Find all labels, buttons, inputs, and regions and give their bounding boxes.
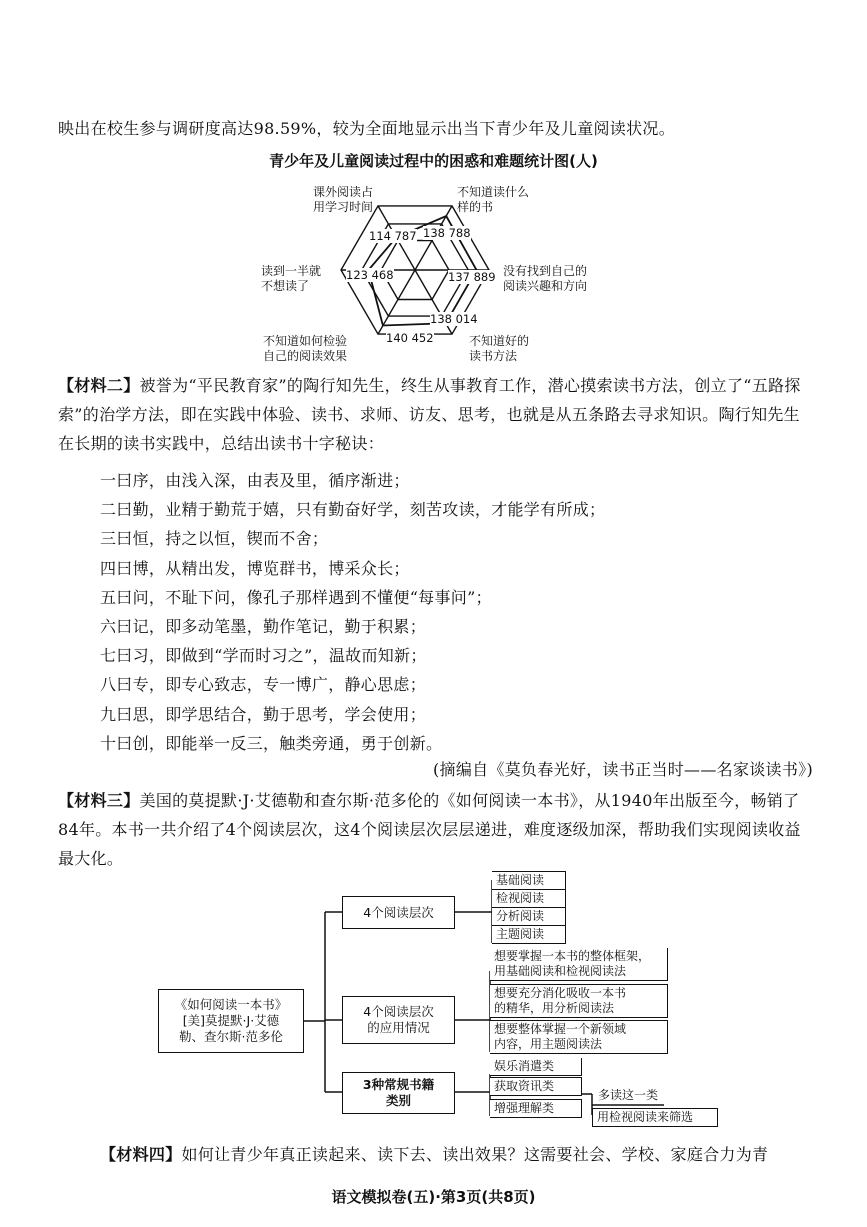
radar-value-label: 114 787 [369, 229, 417, 243]
diagram-branch2-item-line: 想要充分消化吸收一本书 [494, 986, 627, 1000]
radar-axis-label-line: 样的书 [457, 200, 494, 214]
diagram-branch1-box [342, 896, 455, 929]
material2-secret-item: 六曰记，即多动笔墨，勤作笔记，勤于积累； [100, 617, 427, 636]
diagram-branch2-item-line: 想要掌握一本书的整体框架， [494, 949, 651, 963]
material2-secret-item: 四曰博，从精出发，博览群书，博采众长； [100, 558, 410, 578]
radar-axis-label-line: 不知道好的 [469, 334, 530, 348]
diagram-branch2-item [490, 948, 668, 981]
radar-value-label: 138 014 [430, 312, 478, 326]
material3-text: 美国的莫提默·J·艾德勒和查尔斯·范多伦的《如何阅读一本书》，从1940年出版至今，畅销了84年。本书一共介绍了4个阅读层次，这4个阅读层次层层递进，难度逐级加深，帮助我们实现阅读收益最大化。 [58, 791, 801, 868]
diagram-branch2-item-line: 的精华，用分析阅读法 [494, 1001, 615, 1015]
diagram-branch2-box [342, 996, 455, 1044]
radar-axis-label-line: 不知道如何检验 [263, 334, 348, 348]
radar-value-label: 137 889 [448, 270, 496, 284]
material3-tag: 【材料三】 [58, 791, 140, 810]
intro-line: 映出在校生参与调研度高达98.59%，较为全面地显示出当下青少年及儿童阅读状况。 [58, 119, 676, 138]
diagram-root-line3: 勒、查尔斯·范多伦 [179, 1029, 283, 1044]
diagram-branch2-item [490, 984, 668, 1018]
material4-tag: 【材料四】 [100, 1145, 182, 1164]
material2-source: (摘编自《莫负春光好，读书正当时——名家谈读书》) [433, 760, 813, 779]
diagram-branch2-line2: 的应用情况 [367, 1020, 430, 1035]
diagram-branch2-item [490, 1020, 668, 1054]
material4-paragraph [100, 1142, 768, 1165]
diagram-branch3-item: 获取资讯类 [490, 1077, 582, 1096]
radar-axis-label-line: 用学习时间 [313, 200, 374, 214]
diagram-branch3-line2: 类别 [385, 1093, 411, 1108]
diagram-branch3-note1: 多读这一类 [598, 1088, 659, 1102]
radar-axis-label-line: 读到一半就 [261, 264, 322, 278]
material2-secret-item: 十曰创，即能举一反三，触类旁通，勇于创新。 [100, 733, 443, 753]
material2-tag: 【材料二】 [58, 376, 140, 395]
diagram-branch3-box [342, 1072, 455, 1114]
diagram-branch3-line1: 3种常规书籍 [362, 1077, 435, 1092]
radar-axis-label-line: 没有找到自己的 [503, 264, 588, 278]
diagram-branch2-item-line: 想要整体掌握一个新领域 [494, 1022, 627, 1036]
material2-secret-item: 二曰勤，业精于勤荒于嬉，只有勤奋好学，刻苦攻读，才能学有所成； [100, 500, 606, 520]
diagram-branch1-label: 4个阅读层次 [363, 904, 434, 920]
material2-secret-item: 三曰恒，持之以恒，锲而不舍； [100, 529, 329, 549]
material2-secret-item: 八曰专，即专心致志，专一博广，静心思虑； [100, 675, 427, 695]
diagram-root-line1: 《如何阅读一本书》 [174, 997, 288, 1012]
diagram-branch1-item: 主题阅读 [492, 925, 566, 944]
radar-axis-label-line: 不知道读什么 [457, 185, 530, 199]
diagram-branch3-note2: 用检视阅读来筛选 [592, 1108, 718, 1127]
material2-secret-item: 九曰思，即学思结合，勤于思考，学会使用； [100, 704, 427, 724]
radar-value-label: 140 452 [386, 331, 434, 345]
radar-axis-label-line: 自己的阅读效果 [263, 349, 348, 363]
material4-text: 如何让青少年真正读起来、读下去、读出效果？这需要社会、学校、家庭合力为青 [181, 1145, 769, 1164]
material2-secret-item: 一曰序，由浅入深，由表及里，循序渐进； [100, 471, 410, 490]
material2-secret-item: 七曰习，即做到“学而时习之”，温故而知新； [100, 646, 427, 666]
radar-axis-label-line: 不想读了 [261, 279, 310, 293]
radar-axis-label-line: 阅读兴趣和方向 [503, 279, 588, 293]
diagram-root-line2: [美]莫提默·J·艾德 [182, 1013, 280, 1028]
radar-value-label: 138 788 [423, 226, 471, 240]
diagram-branch1-item: 分析阅读 [492, 907, 566, 926]
page-footer: 语文模拟卷(五)·第3页(共8页) [331, 1188, 536, 1206]
material2-intro-text: 被誉为“平民教育家”的陶行知先生，终生从事教育工作，潜心摸索读书方法，创立了“五路探索”的治学方法，即在实践中体验、读书、求师、访友、思考，也就是从五条路去寻求知识。陶行知先生在长期的读书实践中，总结出读书十字秘诀： [58, 376, 801, 453]
chart-title: 青少年及儿童阅读过程中的困惑和难题统计图(人) [269, 152, 598, 170]
diagram-branch2-item-line: 内容，用主题阅读法 [494, 1037, 603, 1051]
diagram-branch3-item: 娱乐消遣类 [490, 1058, 582, 1076]
diagram-branch2-line1: 4个阅读层次 [363, 1004, 434, 1019]
diagram-branch3-item: 增强理解类 [490, 1099, 582, 1118]
material2-secret-item: 五曰问，不耻下问，像孔子那样遇到不懂便“每事问”； [100, 587, 492, 607]
diagram-branch1-item: 检视阅读 [492, 889, 566, 908]
diagram-branch2-item-line: 用基础阅读和检视阅读法 [494, 964, 627, 978]
radar-axis-label-line: 读书方法 [469, 349, 518, 363]
diagram-branch1-item: 基础阅读 [492, 871, 566, 890]
radar-value-label: 123 468 [346, 268, 394, 282]
diagram-root-box [158, 989, 304, 1053]
radar-axis-label-line: 课外阅读占 [313, 185, 374, 199]
